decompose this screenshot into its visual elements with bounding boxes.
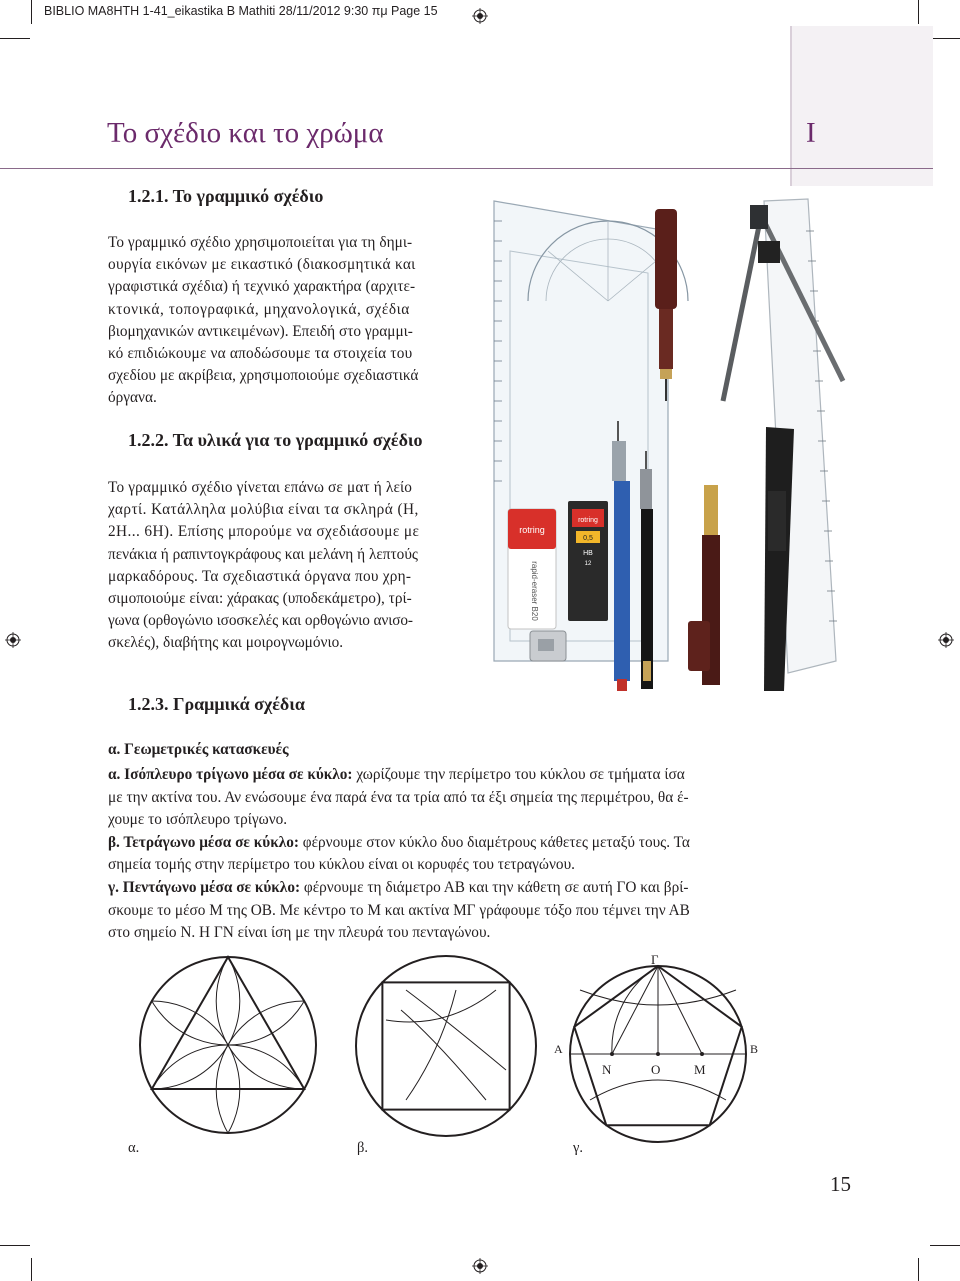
- text-line: σημεία τομής στην περίμετρο του κύκλου είναι οι κορυφές του τετραγώνου.: [108, 856, 575, 874]
- pentagon-in-circle-diagram: [550, 950, 780, 1146]
- crop-mark: [31, 0, 32, 24]
- leads-count-text: 12: [584, 561, 592, 567]
- label-beta: Β: [750, 1042, 759, 1056]
- label-n: Ν: [602, 1062, 612, 1077]
- text-line: με την ακτίνα του. Αν ενώσουμε ένα παρά ένα τα τρία από τα έξι σημεία της περιμέτρου, θα έ-: [108, 788, 689, 806]
- section-heading: 1.2.1. Το γραμμικό σχέδιο: [128, 186, 324, 206]
- leads-size-text: 0,5: [583, 535, 593, 542]
- construction-label: γ. Πεντάγωνο μέσα σε κύκλο:: [108, 878, 301, 896]
- crop-mark: [918, 0, 919, 24]
- text-line: σιμοποιούμε είναι: χάρακας (υποδεκάμετρο), τρί-: [108, 590, 412, 608]
- chapter-tab: [790, 26, 933, 186]
- text-line: σκελές), διαβήτης και μοιρογνωμόνιο.: [108, 634, 344, 652]
- text-line: 2Η... 6Η). Επίσης μπορούμε να σχεδιάσουμε με: [108, 523, 420, 541]
- registration-mark-icon: [5, 632, 21, 648]
- header-rule: [0, 168, 933, 169]
- section-heading: 1.2.3. Γραμμικά σχέδια: [128, 694, 305, 714]
- eraser-brand-text: rotring: [519, 525, 545, 535]
- chapter-number: Ι: [806, 117, 816, 149]
- triangle-in-circle-diagram: [116, 950, 340, 1140]
- label-gamma: Γ: [651, 952, 659, 967]
- text-line: σχεδίου με ακρίβεια, χρησιμοποιούμε σχεδιαστικά: [108, 367, 419, 385]
- crop-mark: [930, 1245, 960, 1246]
- text-line: χουμε το ισόπλευρο τρίγωνο.: [108, 811, 288, 829]
- text-line: όργανα.: [108, 389, 157, 407]
- registration-mark-icon: [472, 8, 488, 24]
- text-line: βιομηχανικών αντικειμένων). Επειδή στο γραμμι-: [108, 322, 413, 340]
- construction-item: [108, 832, 784, 855]
- section-body: [108, 477, 478, 655]
- construction-item: [108, 877, 784, 900]
- text-line: στο σημείο Ν. Η ΓΝ είναι ίση με την πλευρά του πενταγώνου.: [108, 924, 491, 942]
- crop-mark: [930, 38, 960, 39]
- leads-grade-text: HB: [583, 550, 593, 557]
- crop-mark: [31, 1258, 32, 1281]
- text-line: κτονικά, τοπογραφικά, μηχανολογικά, σχέδια: [108, 300, 410, 318]
- text-line: γραφιστικά σχέδια) ή τεχνικό χαρακτήρα (αρχιτε-: [108, 278, 416, 296]
- text-line: Το γραμμικό σχέδιο γίνεται επάνω σε ματ ή λείο: [108, 479, 413, 496]
- drawing-tools-photo: [488, 191, 856, 703]
- text-line: χαρτί. Κατάλληλα μολύβια είναι τα σκληρά (Η,: [108, 501, 419, 519]
- registration-mark-icon: [472, 1258, 488, 1274]
- leads-brand-text: rotring: [578, 517, 598, 524]
- subsection-heading: α. Γεωμετρικές κατασκευές: [108, 741, 289, 758]
- registration-mark-icon: [938, 632, 954, 648]
- label-m: Μ: [694, 1062, 706, 1077]
- text-line: μαρκαδόρους. Τα σχεδιαστικά όργανα που χρη-: [108, 567, 412, 585]
- figure-caption: β.: [357, 1140, 369, 1156]
- chapter-tab-edge: [790, 26, 792, 186]
- print-slug: BIBLIO MA8HTH 1-41_eikastika B Mathiti 28/11/2012 9:30 πμ Page 15: [44, 4, 438, 18]
- crop-mark: [918, 1258, 919, 1281]
- construction-label: α. Ισόπλευρο τρίγωνο μέσα σε κύκλο:: [108, 766, 353, 783]
- text-line: Το γραμμικό σχέδιο χρησιμοποιείται για τη δημι-: [108, 234, 413, 251]
- construction-item: [108, 764, 784, 787]
- text-line: κό επιδιώκουμε να αποδώσουμε τα στοιχεία του: [108, 345, 413, 363]
- page-number: 15: [830, 1172, 851, 1196]
- chapter-title: Το σχέδιο και το χρώμα: [107, 117, 384, 149]
- label-alpha: Α: [554, 1042, 563, 1056]
- text-line: χωρίζουμε την περίμετρο του κύκλου σε τμήματα ίσα: [352, 766, 685, 783]
- construction-label: β. Τετράγωνο μέσα σε κύκλο:: [108, 833, 299, 851]
- label-o: Ο: [651, 1062, 661, 1077]
- constructions-body: [108, 764, 784, 945]
- figure-caption: α.: [128, 1140, 140, 1156]
- text-line: φέρνουμε στον κύκλο δυο διαμέτρους κάθετες μεταξύ τους. Τα: [298, 833, 690, 851]
- text-line: πενάκια ή ραπιντογκράφους και μελάνη ή λεπτούς: [108, 545, 418, 563]
- text-line: σκουμε το μέσο Μ της ΟΒ. Με κέντρο το Μ και ακτίνα ΜΓ γράφουμε τόξο που τέμνει την ΑΒ: [108, 901, 690, 919]
- section-body: [108, 232, 478, 410]
- eraser-label-text: rapid-eraser B20: [530, 561, 539, 621]
- crop-mark: [0, 38, 30, 39]
- text-line: ουργία εικόνων με εικαστικό (διακοσμητικά και: [108, 256, 416, 274]
- square-in-circle-diagram: [346, 950, 546, 1140]
- text-line: γωνα (ορθογώνιο ισοσκελές και ορθογώνιο ανισο-: [108, 612, 413, 630]
- section-heading: 1.2.2. Τα υλικά για το γραμμικό σχέδιο: [128, 430, 423, 450]
- figure-caption: γ.: [573, 1140, 584, 1156]
- crop-mark: [0, 1245, 30, 1246]
- text-line: φέρνουμε τη διάμετρο ΑΒ και την κάθετη σε αυτή ΓΟ και βρί-: [300, 878, 689, 896]
